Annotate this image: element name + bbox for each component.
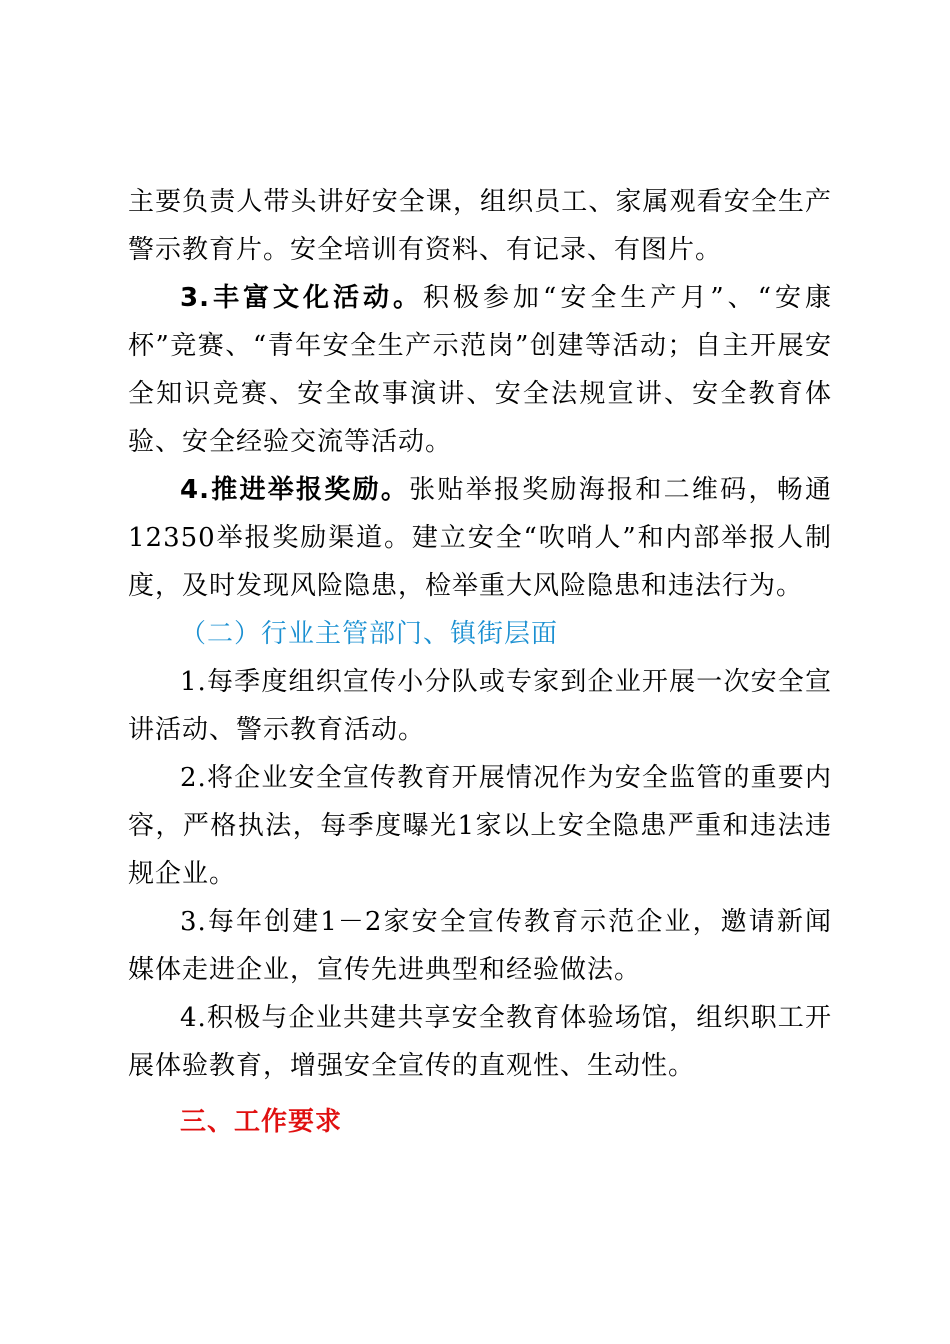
paragraph-culture-activities: [128, 274, 832, 466]
paragraph-continued: [128, 178, 832, 274]
list-item: 3.每年创建1－2家安全宣传教育示范企业，邀请新闻媒体走进企业，宣传先进典型和经验做法。: [128, 907, 832, 985]
list-item: 1.每季度组织宣传小分队或专家到企业开展一次安全宣讲活动、警示教育活动。: [128, 667, 832, 745]
list-item: 2.将企业安全宣传教育开展情况作为安全监管的重要内容，严格执法，每季度曝光1家以上安全隐患严重和违法违规企业。: [128, 763, 832, 889]
section-heading-work-requirements: 三、工作要求: [180, 1107, 343, 1137]
subheading-industry-departments: （二）行业主管部门、镇街层面: [180, 619, 559, 649]
list-item: 4.积极与企业共建共享安全教育体验场馆，组织职工开展体验教育，增强安全宣传的直观性、生动性。: [128, 1003, 832, 1081]
paragraph-lead: 4.推进举报奖励。: [180, 475, 410, 505]
paragraph-text: 主要负责人带头讲好安全课，组织员工、家属观看安全生产警示教育片。安全培训有资料、有记录、有图片。: [128, 187, 832, 265]
paragraph-text: 张贴举报奖励海报和二维码，畅通12350举报奖励渠道。建立安全“吹哨人”和内部举报人制度，及时发现风险隐患，检举重大风险隐患和违法行为。: [128, 475, 832, 601]
paragraph-report-rewards: [128, 466, 832, 610]
paragraph-text: 积极参加“安全生产月”、“安康杯”竞赛、“青年安全生产示范岗”创建等活动；自主开展安全知识竞赛、安全故事演讲、安全法规宣讲、安全教育体验、安全经验交流等活动。: [128, 283, 832, 457]
document-page: [128, 178, 832, 1146]
paragraph-lead: 3.丰富文化活动。: [180, 283, 424, 313]
